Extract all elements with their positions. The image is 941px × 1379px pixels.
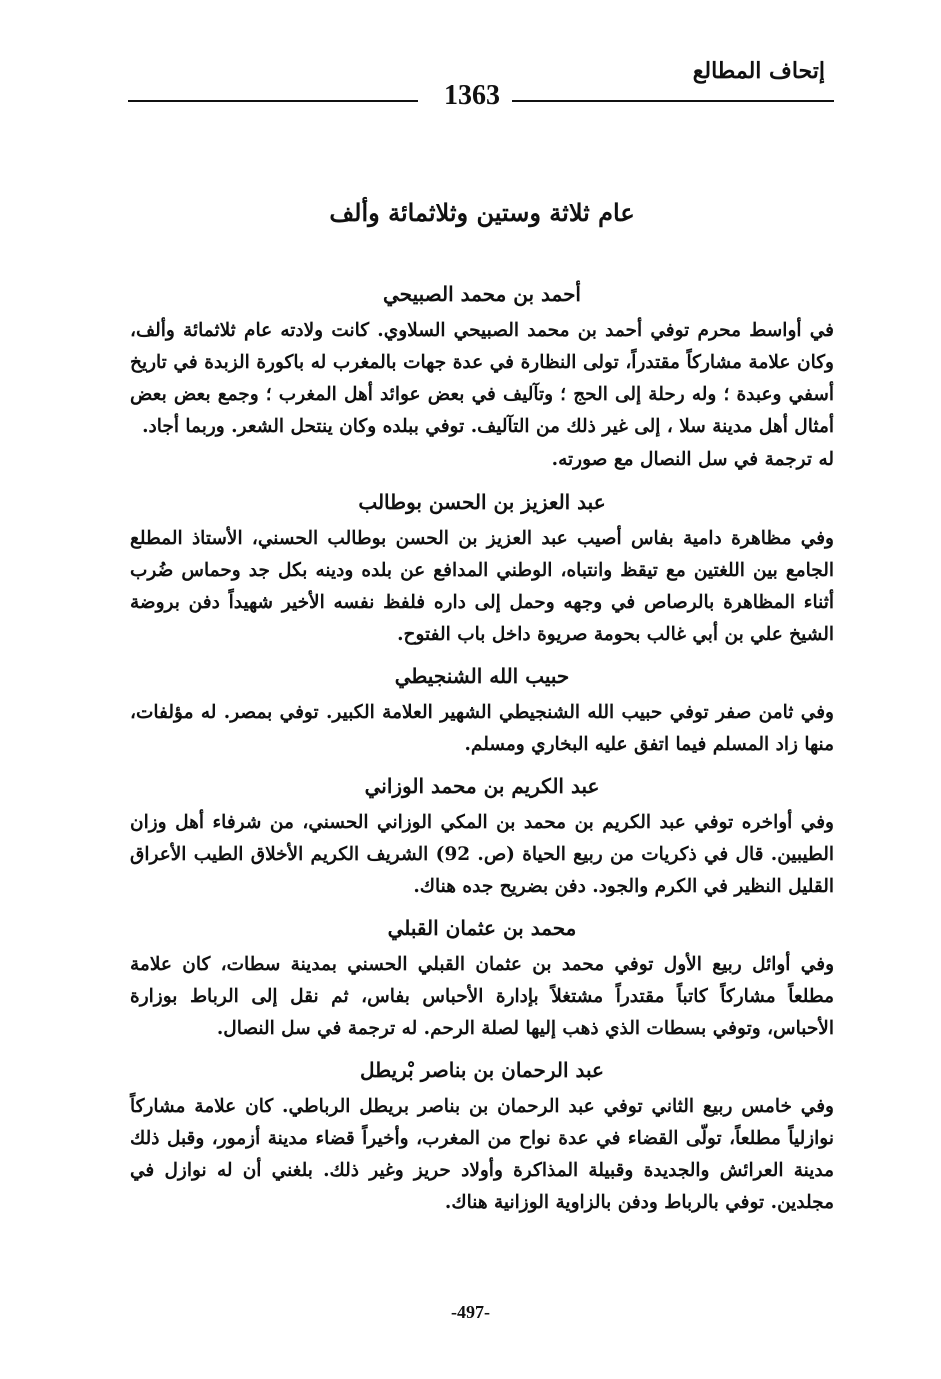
running-header-title: إتحاف المطالع <box>692 58 825 84</box>
entry-text: في أواسط محرم توفي أحمد بن محمد الصبيحي السلاوي. كانت ولادته عام ثلاثمائة وألف، وكان علامة مشاركاً مقتدراً، تولى النظارة في عدة جهات بالمغرب له باكورة الزبدة في تاريخ أسفي وعبدة ؛ وله رحلة إلى الحج ؛ وتآليف في بعض عوائد أهل المغرب ؛ وجمع بعض بعض أمثال أهل مدينة سلا ، إلى غير ذلك من التآليف. توفي ببلده وكان ينتحل الشعر. وربما أجاد. <box>130 320 834 437</box>
entry-text: وفي ثامن صفر توفي حبيب الله الشنجيطي الشهير العلامة الكبير. توفي بمصر. له مؤلفات، منها زاد المسلم فيما اتفق عليه البخاري ومسلم. <box>130 702 834 755</box>
running-header-year: 1363 <box>444 80 500 111</box>
entry-section <box>130 277 834 477</box>
year-heading: عام ثلاثة وستين وثلاثمائة وألف <box>329 198 635 227</box>
header-rule-left <box>128 100 418 102</box>
entry-text: وفي مظاهرة دامية بفاس أصيب عبد العزيز بن الحسن بوطالب الحسني، الأستاذ المطلع الجامع بين اللغتين مع تيقظ وانتباه، الوطني المدافع عن بلده ودينه بكل جد وحماس ضُرب أثناء المظاهرة بالرصاص في وجهه وحمل إلى داره فلفظ نفسه الأخير شهيداً دفن بروضة الشيخ علي بن أبي غالب بحومة صريوة داخل باب الفتوح. <box>130 528 834 645</box>
entry-name: أحمد بن محمد الصبيحي <box>383 282 581 306</box>
entry-text: وفي أواخره توفي عبد الكريم بن محمد بن المكي الوزاني الحسني، من شرفاء أهل وزان الطيبين. قال في ذكريات من ربيع الحياة (ص. 92) الشريف الكريم الأخلاق الطيب الأعراق القليل النظير في الكرم والجود. دفن بضريح جده هناك. <box>130 812 834 897</box>
entry-name: حبيب الله الشنجيطي <box>394 664 570 688</box>
entry-note: له ترجمة في سل النصال مع صورته. <box>551 449 834 470</box>
entry-section <box>130 659 834 761</box>
entry-name: محمد بن عثمان القبلي <box>387 916 577 940</box>
entry-text: وفي خامس ربيع الثاني توفي عبد الرحمان بن بناصر بريطل الرباطي. كان علامة مشاركاً نوازلياً مطلعاً، تولّى القضاء في عدة نواح من المغرب، وأخيراً قضاء مدينة أزمور، وقبل ذلك مدينة العرائش والجديدة وقبيلة المذاكرة وأولاد حريز وغير ذلك. بلغني أن له نوازل في مجلدين. توفي بالرباط ودفن بالزاوية الوزانية هناك. <box>130 1096 834 1213</box>
entry-section <box>130 911 834 1045</box>
entry-section <box>130 485 834 651</box>
entry-section <box>130 769 834 903</box>
entry-name: عبد العزيز بن الحسن بوطالب <box>358 490 606 514</box>
entry-name: عبد الرحمان بن بناصر بْريطل <box>360 1058 604 1082</box>
entry-text: وفي أوائل ربيع الأول توفي محمد بن عثمان القبلي الحسني بمدينة سطات، كان علامة مطلعاً مشاركاً كاتباً مقتدراً مشتغلاً بإدارة الأحباس بفاس، ثم نقل إلى الرباط بوزارة الأحباس، وتوفي بسطات الذي ذهب إليها لصلة الرحم. له ترجمة في سل النصال. <box>130 954 834 1039</box>
entry-name: عبد الكريم بن محمد الوزاني <box>364 774 600 798</box>
entry-section <box>130 1053 834 1219</box>
page-number: -497- <box>451 1302 490 1322</box>
header-rule-right <box>512 100 834 102</box>
page-body <box>130 190 834 1227</box>
